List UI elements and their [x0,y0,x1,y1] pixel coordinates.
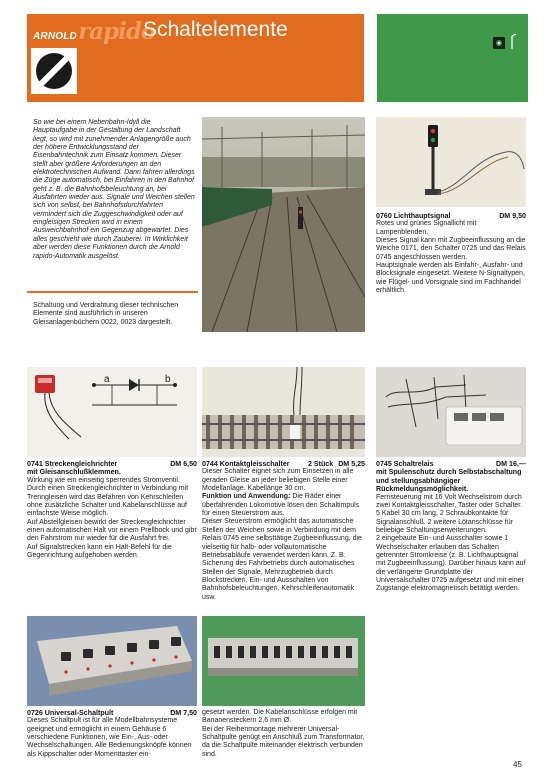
product-name: 0760 Lichthauptsignal [376,212,451,220]
product-name: 0745 Schaltrelais [376,460,434,468]
product-description: Rotes und grünes Signallicht mit Lampenblenden. Dieses Signal kann mit Zugbeeinflussung an die Weiche 0171, den Schalter 0725 und das Relais 0745 angeschlossen werden. Hauptsignale werden als Einfahr-, Ausfahr- und Blocksignale eingesetzt. Weitere N-Signaltypen, wie Flügel- und Vorsignale sind im Fachhandel erhältlich. [376,220,526,295]
product-function [202,493,365,601]
product-schaltrelais [376,460,526,594]
product-streckengleichrichter [27,460,197,560]
product-description: Dieses Schaltpult ist für alle Modellbahnsysteme geeignet und ermöglicht in einem Gehäuse 6 verschiedene Funktionen, wie Ein-, Aus- oder Wechselschaltungen. Alle Bedienungsknöpfe können als Kippschalter oder Momenttaster ein- [27,717,192,758]
product-kontaktgleisschalter [202,460,365,602]
product-title [376,460,526,494]
header-orange-panel [27,14,364,102]
diagram-label-a: a [104,374,110,385]
product-description: Wirkung wie ein einseitig sperrendes Stromventil. Durch einen Streckengleichrichter in Verbindung mit Trenngleisen wird das Befahren von Kehrschleifen ohne zusätzliche Schalter und Kabelanschlüsse auf einfachste Weise möglich. Auf Abstellgleisen bewirkt der Streckengleichrichter einen automatischen Halt vor einem Prellbock und gibt den Fahrstrom nur wieder für die Ausfahrt frei. Auf Signalstrecken kann ein Halt-Befehl für die Gegenrichtung aufgehoben werden. [27,476,197,559]
product-description: Dieser Schalter eignet sich zum Einsetzen in alle geraden Gleise an jeder beliebigen Stelle einer Modellanlage. Kabellänge 30 cm. [202,468,354,493]
product-lichthauptsignal [376,212,526,296]
brand-arnold: ARNOLD [33,31,77,42]
page-title: Schaltelemente [143,18,288,41]
product-name: 0726 Universal-Schaltpult [27,709,114,717]
product-title [27,460,197,477]
light-signal-photo [376,117,526,207]
intro-text: So wie bei einem Nebenbahn-Idyll die Hauptaufgabe in der Gestaltung der Landschaft liegt, so wird mit zunehmender Anlagengröße auch der höhere Entwicklungsstand der Eisenbahntechnik zum Einsatz kommen. Dieser stellt aber größere Anforderungen an den elektrotechnischen Aufwand. Dann fahren allerdings die Züge automatisch, bei Einfahren in den Bahnhof geht z. B. die Bahnhofsbeleuchtung an, bei Ausfahrten wieder aus. Signale und Weichen stellen sich von selbst, bei Bahnhofsdurchfahrten vermindert sich die Zuggeschwindigkeit oder auf eingleisigen Strecken wird in einem Ausweichbahnhof ein Gegenzug abgewartet. Dies alles geschieht wie durch Zauberei. In Wirklichkeit aber werden diese Funktionen durch die Arnold rapido-Automatik ausgelöst. [33,119,195,260]
page-number: 45 [513,760,522,769]
product-title [202,460,365,468]
wiring-note: Schaltung und Verdrahtung dieser technischen Elemente sind ausführlich in unseren Gleisanlagenbüchern 0022, 0023 dargestellt. [33,302,179,326]
product-name: 0744 Kontaktgleisschalter [202,460,290,468]
product-price: DM 16,— [496,460,526,468]
product-title [27,709,197,717]
railway-station-photo [202,117,365,332]
contact-track-photo [202,367,365,457]
rectifier-photo [27,367,197,457]
brand-logo [33,18,155,45]
signal-symbol-icon [493,32,521,56]
brand-rapido: rapido [77,18,156,45]
section-divider [27,291,198,293]
switching-relay-photo [376,367,526,457]
rapido-logo-icon [31,48,77,94]
product-subtitle: mit Spulenschutz durch Selbstabschaltung und stellungsabhängiger Rückmeldungsmöglichkeit. [376,468,522,494]
header-green-panel [377,14,528,102]
product-quantity: 2 Stück [307,460,334,468]
diagram-label-b: b [165,374,171,385]
product-name: 0741 Streckengleichrichter [27,460,118,468]
control-panel-photo [27,616,197,706]
product-subtitle: mit Gleisanschlußklemmen. [27,468,121,477]
product-title [376,212,526,220]
product-description: Fernsteuerung mit 16 Volt Wechselstrom durch zwei Kontaktgleisschalter, Taster oder Schalter. 5 Kabel 30 cm lang, 2 Schraubkontakte für Signalanschluß. 2 weitere Lötanschlüsse für beliebige Schaltungserweiterungen. 2 eingebaute Ein- und Ausschalter sowie 1 Wechselschalter erlauben das Schalten getrennter Stromkreise (z. B. Lichthauptsignal mit Zugbeeinflussung). Darüber hinaus kann auf die verlängerte Grundplatte der Universalschalter 0725 aufgesetzt und mit einer Zugstange elektromagnetisch betätigt werden. [376,493,526,593]
function-text: Die Räder einer überfahrenden Lokomotive lösen den Schaltimpuls für einen Steuerstrom aus. Dieser Steuerstrom ermöglicht das automatische Stellen der Weichen sowie in Verbindung mit dem Relais 0745 eine selbsttätige Zugbeeinflussung, die vielseitig für halb- oder vollautomatische Betriebsabläufe verwendet werden kann. Z. B. Sicherung des Fahrbetriebs durch automatisches Stellen der Signale, Mehrzugbetrieb durch Blockstrecken, Ein- und Ausschalten von Bahnhofsbeleuchtungen, Kehrschleifenautomatik usw. [202,493,362,601]
product-price: DM 9,50 [499,212,526,220]
product-price: DM 6,50 [170,460,197,468]
product-description-continued: gesetzt werden. Die Kabelanschlüsse erfolgen mit Bananensteckern 2,6 mm Ø. Bei der Reihenmontage mehrerer Universal-Schaltpulte genügt ein Anschluß zum Transformator, da die Schaltpulte miteinander elektrisch verbunden sind. [202,709,365,758]
control-panel-row-photo [202,616,365,706]
function-heading: Funktion und Anwendung: [202,493,291,501]
product-price: DM 5,25 [338,460,365,468]
product-price: DM 7,50 [170,709,197,717]
product-universal-schaltpult [27,709,197,759]
